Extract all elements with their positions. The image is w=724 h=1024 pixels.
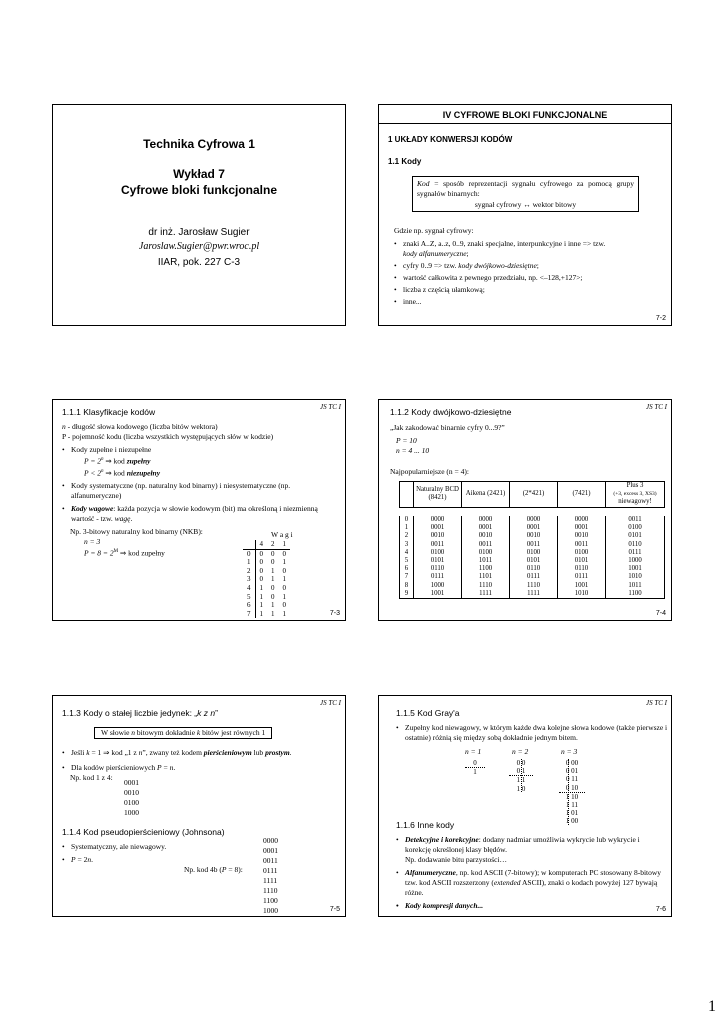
table-cell: 0100 [606, 524, 665, 532]
gray-n2-mirror-line [521, 759, 522, 792]
list-item: • Dla kodów pierścieniowych P = n. [62, 763, 344, 773]
slide-4 [378, 399, 672, 621]
list-item: 0 01 [565, 767, 579, 776]
table-cell: 0001 [558, 524, 606, 532]
table-row [400, 573, 665, 581]
table-row: 2 0 1 0 [247, 566, 286, 575]
list-item: 0001 [124, 778, 139, 787]
slide-page-number: 7-6 [655, 906, 666, 913]
list-item: • P = 2n. [62, 855, 232, 865]
slide-1 [52, 104, 346, 326]
bcd-table-body [399, 516, 665, 599]
table-cell: 1111 [510, 590, 558, 599]
table-cell: 8 [400, 582, 414, 590]
table-cell: 0011 [510, 541, 558, 549]
list-item: 1 1 [509, 775, 533, 784]
table-row: 6 1 1 0 [247, 601, 286, 610]
title-divider [379, 123, 671, 124]
slide-5 [52, 695, 346, 917]
table-cell: 0001 [414, 524, 462, 532]
slide-title: 1.1.5 Kod Gray'a [396, 708, 460, 718]
section-heading: 1.1.4 Kod pseudopierścieniowy (Johnsona) [62, 827, 225, 837]
table-header-row: 4 2 1 [243, 540, 290, 549]
table-cell: 0011 [606, 516, 665, 524]
table-cell: 0101 [510, 557, 558, 565]
definition-term: Kod [417, 179, 430, 188]
table-cell: 0100 [462, 549, 510, 557]
list-item: 0010 [124, 788, 139, 797]
list-item: • Jeśli k = 1 ⇒ kod „1 z n”, zwany też kodem pierścieniowym lub prostym. [62, 748, 344, 758]
table-row: 3 0 1 1 [247, 575, 286, 584]
list-item: 0000 [263, 836, 278, 845]
table-row [400, 565, 665, 573]
list-item: • Kody zupełne i niezupełne [62, 445, 342, 455]
example-text: Np. 3-bitowy naturalny kod binarny (NKB): [70, 527, 203, 536]
table-cell: 0111 [558, 573, 606, 581]
list-item: 1 0 [516, 784, 526, 793]
table-row [400, 557, 665, 565]
johnson-bullets [62, 842, 232, 865]
table-cell: 0110 [510, 565, 558, 573]
sheet-page-number: 1 [708, 998, 716, 1015]
list-item: 0 [473, 759, 477, 767]
table-cell: 4 [400, 549, 414, 557]
table-row [400, 541, 665, 549]
slide-title: IV CYFROWE BLOKI FUNKCJONALNE [442, 110, 608, 120]
list-item: • Alfanumeryczne, np. kod ASCII (7-bitowy); w komputerach PC stosowany 8-bitowy tzw. kod ASCII rozszerzony (extended ASCII), znaki o kodach powyżej 127 bywają różne. [396, 868, 666, 898]
table-cell: 0010 [510, 532, 558, 540]
table-cell: 1010 [606, 573, 665, 581]
list-item: • Kody systematyczne (np. naturalny kod binarny) i niesystematyczne (np. alfanumeryczne) [62, 481, 342, 501]
gray-n1-codes [465, 759, 485, 776]
author-tag: JS TC I [320, 699, 341, 707]
table-cell: 0110 [414, 565, 462, 573]
table-header-row: Naturalny BCD (8421) Aikena (2421) (2*421) (7421) Plus 3 (+3, excess 3, XS3) niewagowy! [400, 482, 665, 508]
section-heading: 1 UKŁADY KONWERSJI KODÓW [388, 135, 513, 144]
example-text: Np. kod 1 z 4: [70, 773, 113, 782]
author-tag: JS TC I [320, 403, 341, 411]
author-email: Jaroslaw.Sugier@pwr.wroc.pl [138, 241, 260, 252]
list-item: • liczba z częścią ułamkową; [394, 285, 664, 295]
johnson-example: Np. kod 4b (P = 8): [184, 865, 243, 874]
table-cell: 0000 [510, 516, 558, 524]
table-cell: 0010 [414, 532, 462, 540]
list-item: 1110 [263, 886, 278, 895]
slide-2 [378, 104, 672, 326]
table-cell: 0011 [414, 541, 462, 549]
rule-box: W słowie n bitowym dokładnie k bitów jest równych 1 [94, 727, 272, 739]
table-cell: 0 [400, 516, 414, 524]
table-cell: 0000 [462, 516, 510, 524]
bullet-list [62, 748, 344, 783]
complete-code-rule: $P = 2^n$ ⇒ kod zupełny [84, 456, 151, 466]
slide-title: Technika Cyfrowa 1 [143, 137, 255, 151]
weights-label: W a g i [271, 530, 293, 539]
table-cell: 0101 [558, 557, 606, 565]
definition-text: = sposób reprezentacji sygnału cyfrowego za pomocą grupy sygnałów binarnych: [417, 179, 634, 198]
gray-n3-codes [559, 759, 585, 826]
slide-title: 1.1.1 Klasyfikacje kodów [62, 407, 156, 417]
slide-title: 1.1.3 Kody o stałej liczbie jedynek: „k z n” [62, 708, 218, 718]
slide-page-number: 7-4 [655, 610, 666, 617]
p-definition: P - pojemność kodu (liczba wszystkich występujących słów w kodzie) [62, 432, 274, 441]
list-item: • Zupełny kod niewagowy, w którym każde dwa kolejne słowa kodowe (także pierwsze i ostatnie) różnią się między sobą dokładnie jednym bitem. [396, 723, 668, 743]
example-n: n = 3 [84, 537, 101, 546]
list-item: 1000 [263, 906, 278, 915]
table-cell: 0011 [462, 541, 510, 549]
question-text: „Jak zakodować binarnie cyfry 0...9?” [390, 423, 505, 432]
gray-description [396, 723, 668, 743]
table-cell: 1001 [414, 590, 462, 599]
plus3-header: Plus 3 (+3, excess 3, XS3) niewagowy! [606, 482, 665, 508]
bcd-codes-table [399, 481, 665, 508]
slide-page-number: 7-2 [655, 315, 666, 322]
table-cell: 2 [400, 532, 414, 540]
table-row: 0 0 0 0 [247, 549, 286, 558]
definition-relation: sygnał cyfrowy ↔ wektor bitowy [474, 200, 577, 209]
table-cell: 0111 [414, 573, 462, 581]
table-cell: 0100 [414, 549, 462, 557]
table-cell: 0000 [414, 516, 462, 524]
list-item: 0011 [263, 856, 278, 865]
table-cell: 0111 [606, 549, 665, 557]
capacity-text: P = 10 [396, 436, 417, 445]
lecture-number: Wykład 7 [173, 167, 225, 181]
table-cell: 1110 [510, 582, 558, 590]
author-tag: JS TC I [646, 403, 667, 411]
table-cell: 7 [400, 573, 414, 581]
table-cell: 0101 [414, 557, 462, 565]
table-cell: 0010 [462, 532, 510, 540]
table-row: 4 1 0 0 [247, 583, 286, 592]
list-item: 1 [465, 767, 485, 776]
table-cell: 0100 [510, 549, 558, 557]
table-cell: 0010 [558, 532, 606, 540]
table-cell: 0001 [462, 524, 510, 532]
example-p: $P = 8 = 2^M$ ⇒ kod zupełny [84, 548, 165, 558]
table-cell: 1011 [462, 557, 510, 565]
list-item: • Kody wagowe: każda pozycja w słowie kodowym (bit) ma określoną i niezmienną wartość - tzw. wagę. [62, 504, 342, 524]
table-cell: 1011 [606, 582, 665, 590]
author-name: dr inż. Jarosław Sugier [148, 227, 250, 238]
slide-page-number: 7-3 [329, 610, 340, 617]
table-row: 7 1 1 1 [247, 609, 286, 618]
table-cell: 0101 [606, 532, 665, 540]
incomplete-code-rule: $P < 2^n$ ⇒ kod niezupełny [84, 468, 161, 477]
popular-text: Najpopularniejsze (n = 4): [390, 467, 469, 476]
list-item: • Detekcyjne i korekcyjne: dodany nadmiar umożliwia wykrycie lub wykrycie i korekcję określonej klasy błędów. Np. dodawanie bitu parzystości… [396, 835, 666, 865]
list-item: 1000 [124, 808, 139, 817]
table-cell: 1 [400, 524, 414, 532]
weights-table [243, 540, 290, 618]
list-item: 0111 [263, 866, 278, 875]
list-item: 1 00 [565, 817, 579, 826]
list-item: 1 10 [559, 792, 585, 801]
table-row [400, 524, 665, 532]
gray-n3-label: n = 3 [561, 747, 578, 756]
table-cell: 1000 [606, 557, 665, 565]
table-row [400, 590, 665, 599]
bcd-rows [399, 516, 665, 599]
author-tag: JS TC I [646, 699, 667, 707]
slide-title: 1.1.2 Kody dwójkowo-dziesiętne [390, 407, 512, 417]
table-cell: 0100 [558, 549, 606, 557]
gray-n1-label: n = 1 [465, 747, 482, 756]
definitions [62, 422, 342, 432]
table-cell: 5 [400, 557, 414, 565]
subsection-heading: 1.1 Kody [388, 157, 422, 166]
ring-code-list [124, 778, 139, 818]
table-cell: 6 [400, 565, 414, 573]
table-row: 5 1 0 1 [247, 592, 286, 601]
list-item: 0 0 [516, 759, 526, 767]
table-cell: 0110 [606, 541, 665, 549]
table-cell: 1001 [558, 582, 606, 590]
table-row [400, 516, 665, 524]
table-cell: 0000 [558, 516, 606, 524]
table-cell: 1000 [414, 582, 462, 590]
list-item: 1 01 [565, 809, 579, 818]
table-cell: 0001 [510, 524, 558, 532]
list-item: 1100 [263, 896, 278, 905]
list-item: 0001 [263, 846, 278, 855]
slide-3 [52, 399, 346, 621]
slide-page-number: 7-5 [329, 906, 340, 913]
table-row [400, 532, 665, 540]
gray-n2-label: n = 2 [512, 747, 529, 756]
section-heading: 1.1.6 Inne kody [396, 820, 455, 830]
list-item: 0 00 [565, 759, 579, 767]
bullet-list [62, 445, 342, 559]
list-item: 0 10 [565, 783, 579, 792]
list-item: • Systematyczny, ale niewagowy. [62, 842, 232, 852]
table-cell: 3 [400, 541, 414, 549]
bullet-list [394, 239, 664, 307]
list-item: • wartość całkowita z pewnego przedziału, np. <–128,+127>; [394, 273, 664, 283]
definition-box [412, 176, 639, 212]
table-cell: 1100 [462, 565, 510, 573]
table-cell: 0111 [510, 573, 558, 581]
lecture-subject: Cyfrowe bloki funkcjonalne [120, 183, 278, 197]
table-cell: 0011 [558, 541, 606, 549]
table-cell: 0110 [558, 565, 606, 573]
list-item: • Kody kompresji danych... [396, 901, 666, 911]
list-item: 0 1 [516, 767, 526, 776]
table-row [400, 582, 665, 590]
table-cell: 1001 [606, 565, 665, 573]
other-codes-list [396, 835, 666, 911]
length-text: n = 4 ... 10 [396, 446, 430, 455]
author-room: IIAR, pok. 227 C-3 [157, 257, 241, 268]
johnson-code-list [263, 836, 278, 916]
list-item: • znaki A..Z, a..z, 0..9, znaki specjalne, interpunkcyjne i inne => tzw. kody alfanumeryczne; [394, 239, 664, 259]
table-cell: 9 [400, 590, 414, 599]
table-cell: 1110 [462, 582, 510, 590]
table-cell: 1010 [558, 590, 606, 599]
list-item: 1111 [263, 876, 278, 885]
list-item: • cyfry 0..9 => tzw. kody dwójkowo-dziesiętne; [394, 261, 664, 271]
list-item: 0100 [124, 798, 139, 807]
slide-6 [378, 695, 672, 917]
list-item: • inne... [394, 297, 664, 307]
table-cell: 1101 [462, 573, 510, 581]
list-item: 0 11 [566, 775, 578, 784]
table-cell: 1111 [462, 590, 510, 599]
gray-n3-mirror-line [568, 759, 569, 825]
table-row [400, 549, 665, 557]
list-item: 1 11 [566, 801, 578, 810]
table-row: 1 0 0 1 [247, 558, 286, 567]
n-definition: n - długość słowa kodowego (liczba bitów wektora) [62, 422, 218, 431]
intro-text: Gdzie np. sygnał cyfrowy: [394, 226, 474, 235]
table-cell: 1100 [606, 590, 665, 599]
